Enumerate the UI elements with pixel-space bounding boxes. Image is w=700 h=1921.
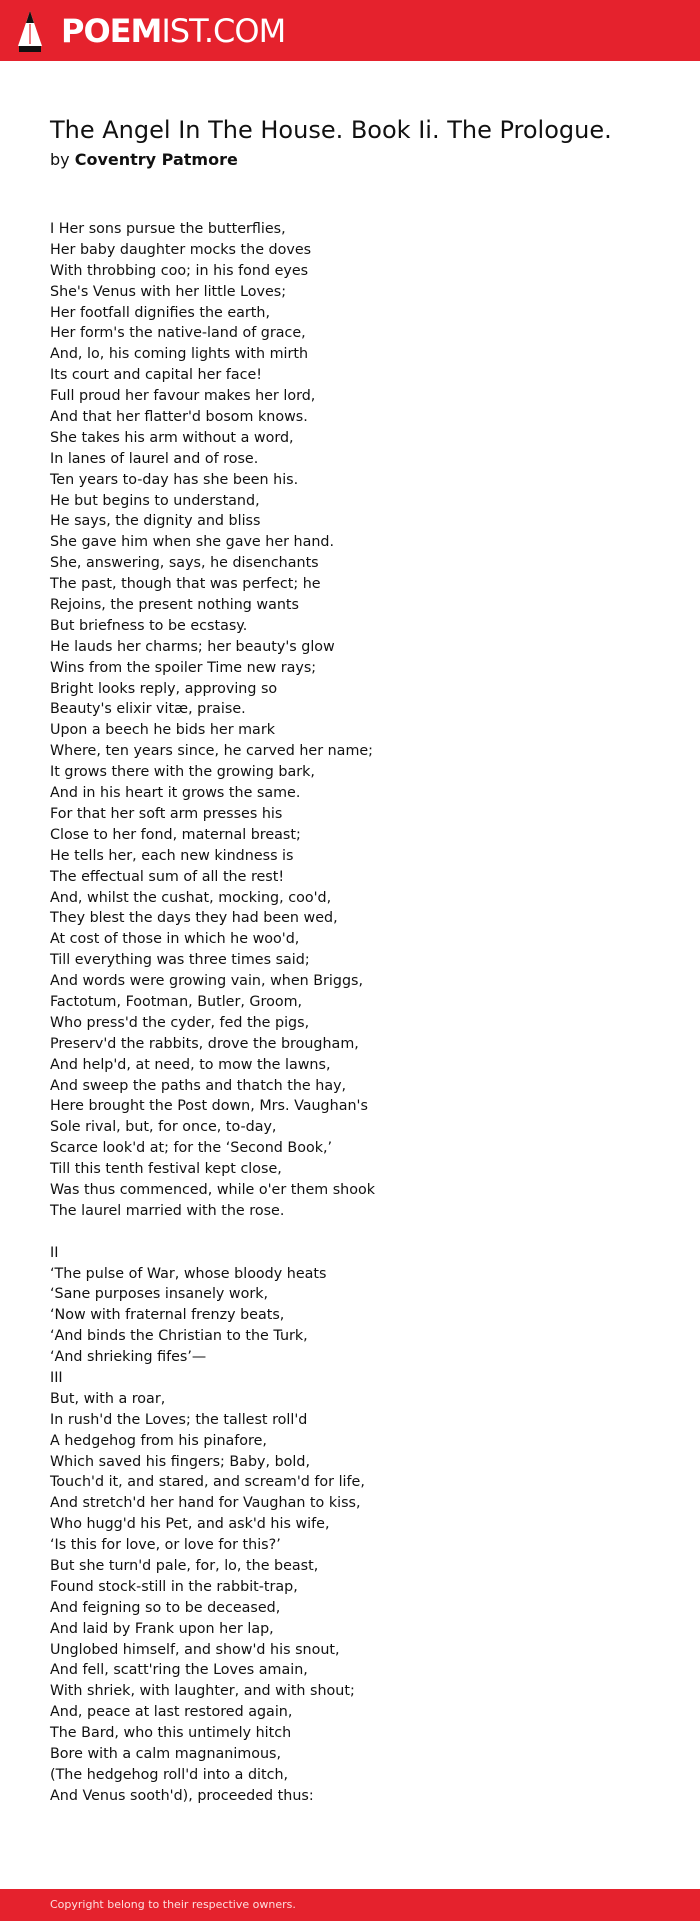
site-footer [0,1889,700,1921]
poem-line: Ten years to-day has she been his. [50,471,299,488]
poem-line: And stretch'd her hand for Vaughan to kiss, [50,1495,361,1512]
poem-line: ‘Sane purposes insanely work, [50,1286,269,1303]
poem-line: And help'd, at need, to mow the lawns, [50,1056,331,1073]
poem-line: The past, though that was perfect; he [50,576,321,593]
poem-line: She's Venus with her little Loves; [50,283,287,300]
poem-line: Full proud her favour makes her lord, [50,388,316,405]
poem-line: ‘The pulse of War, whose bloody heats [50,1265,327,1282]
poem-line: Who hugg'd his Pet, and ask'd his wife, [50,1516,330,1533]
site-brand[interactable] [61,11,285,51]
poem-line: He says, the dignity and bliss [50,513,261,530]
poem-line: The effectual sum of all the rest! [50,868,285,885]
poem-line: She takes his arm without a word, [50,429,294,446]
poem-line: For that her soft arm presses his [50,805,283,822]
poem-line: A hedgehog from his pinafore, [50,1432,267,1449]
poem-line: But briefness to be ecstasy. [50,617,248,634]
poem-line: With throbbing coo; in his fond eyes [50,262,309,279]
poem-line: He but begins to understand, [50,492,260,509]
poem-line: ‘And binds the Christian to the Turk, [50,1328,308,1345]
brand-bold-text: POEM [61,12,162,50]
poem-line: II [50,1244,59,1261]
poem-line: Till this tenth festival kept close, [50,1161,282,1178]
poem-line: Bright looks reply, approving so [50,680,278,697]
poem-title: The Angel In The House. Book Ii. The Prologue. [50,116,612,144]
poem-line: ‘And shrieking fifes’— [50,1349,207,1366]
poem-line: Her baby daughter mocks the doves [50,241,312,258]
poem-line: And feigning so to be deceased, [50,1599,281,1616]
poem-line: Her footfall dignifies the earth, [50,304,270,321]
poem-line: They blest the days they had been wed, [50,910,338,927]
poem-line: Sole rival, but, for once, to-day, [50,1119,277,1136]
poem-line: ‘Now with fraternal frenzy beats, [50,1307,285,1324]
poem-line: The laurel married with the rose. [50,1202,285,1219]
poem-line: Touch'd it, and stared, and scream'd for life, [50,1474,365,1491]
poem-line: Till everything was three times said; [50,952,310,969]
poem-line: And, lo, his coming lights with mirth [50,346,309,363]
poem-line: At cost of those in which he woo'd, [50,931,300,948]
poem-line: Beauty's elixir vitæ, praise. [50,701,246,718]
poem-line: Found stock-still in the rabbit-trap, [50,1578,298,1595]
poem-line: Close to her fond, maternal breast; [50,826,301,843]
poem-line: Her form's the native-land of grace, [50,325,306,342]
poem-line: Was thus commenced, while o'er them shook [50,1181,375,1198]
stanza-gap [50,1222,670,1243]
author-name[interactable]: Coventry Patmore [74,150,238,169]
poem-line: Its court and capital her face! [50,367,262,384]
poem-line: And sweep the paths and thatch the hay, [50,1077,347,1094]
poem-line: And that her flatter'd bosom knows. [50,409,308,426]
poem-line: It grows there with the growing bark, [50,764,315,781]
poem-line: Factotum, Footman, Butler, Groom, [50,993,303,1010]
poem-line: Who press'd the cyder, fed the pigs, [50,1014,310,1031]
poem-line: Upon a beech he bids her mark [50,722,275,739]
poem-line: Where, ten years since, he carved her name; [50,743,373,760]
poem-line: And, peace at last restored again, [50,1704,293,1721]
poem-line: Preserv'd the rabbits, drove the brougham, [50,1035,359,1052]
poem-line: And in his heart it grows the same. [50,785,301,802]
brand-light-text: IST.COM [161,12,286,50]
poem-byline [50,149,238,171]
poem-line: In lanes of laurel and of rose. [50,450,259,467]
poem-line: She, answering, says, he disenchants [50,555,319,572]
poem-line: She gave him when she gave her hand. [50,534,335,551]
poem-line: But, with a roar, [50,1390,166,1407]
site-header [0,0,700,61]
poem-line: In rush'd the Loves; the tallest roll'd [50,1411,308,1428]
poem-line: Rejoins, the present nothing wants [50,597,299,614]
poem-line: The Bard, who this untimely hitch [50,1725,292,1742]
poem-line: He tells her, each new kindness is [50,847,294,864]
poem-line: I Her sons pursue the butterflies, [50,221,286,237]
poem-line: And laid by Frank upon her lap, [50,1620,274,1637]
poem-line: Scarce look'd at; for the ‘Second Book,’ [50,1140,333,1157]
poem-line: Wins from the spoiler Time new rays; [50,659,317,676]
copyright-text: Copyright belong to their respective owners. [50,1898,296,1911]
poem-line: And, whilst the cushat, mocking, coo'd, [50,889,332,906]
poem-line: Which saved his fingers; Baby, bold, [50,1453,310,1470]
poem-line: With shriek, with laughter, and with shout; [50,1683,355,1700]
poem-line: Here brought the Post down, Mrs. Vaughan's [50,1098,368,1115]
poem-line: And Venus sooth'd), proceeded thus: [50,1787,314,1804]
poem-line: ‘Is this for love, or love for this?’ [50,1537,281,1554]
poem-line: He lauds her charms; her beauty's glow [50,638,335,655]
by-prefix: by [50,150,70,169]
poem-line: III [50,1369,63,1386]
poem-line: Bore with a calm magnanimous, [50,1746,282,1763]
poem-line: But she turn'd pale, for, lo, the beast, [50,1558,319,1574]
poem-body [50,219,670,1807]
quill-logo-icon[interactable] [17,10,43,52]
poem-line: And words were growing vain, when Briggs, [50,973,364,990]
poem-line: And fell, scatt'ring the Loves amain, [50,1662,308,1679]
poem-line: (The hedgehog roll'd into a ditch, [50,1766,289,1783]
poem-line: Unglobed himself, and show'd his snout, [50,1641,340,1658]
